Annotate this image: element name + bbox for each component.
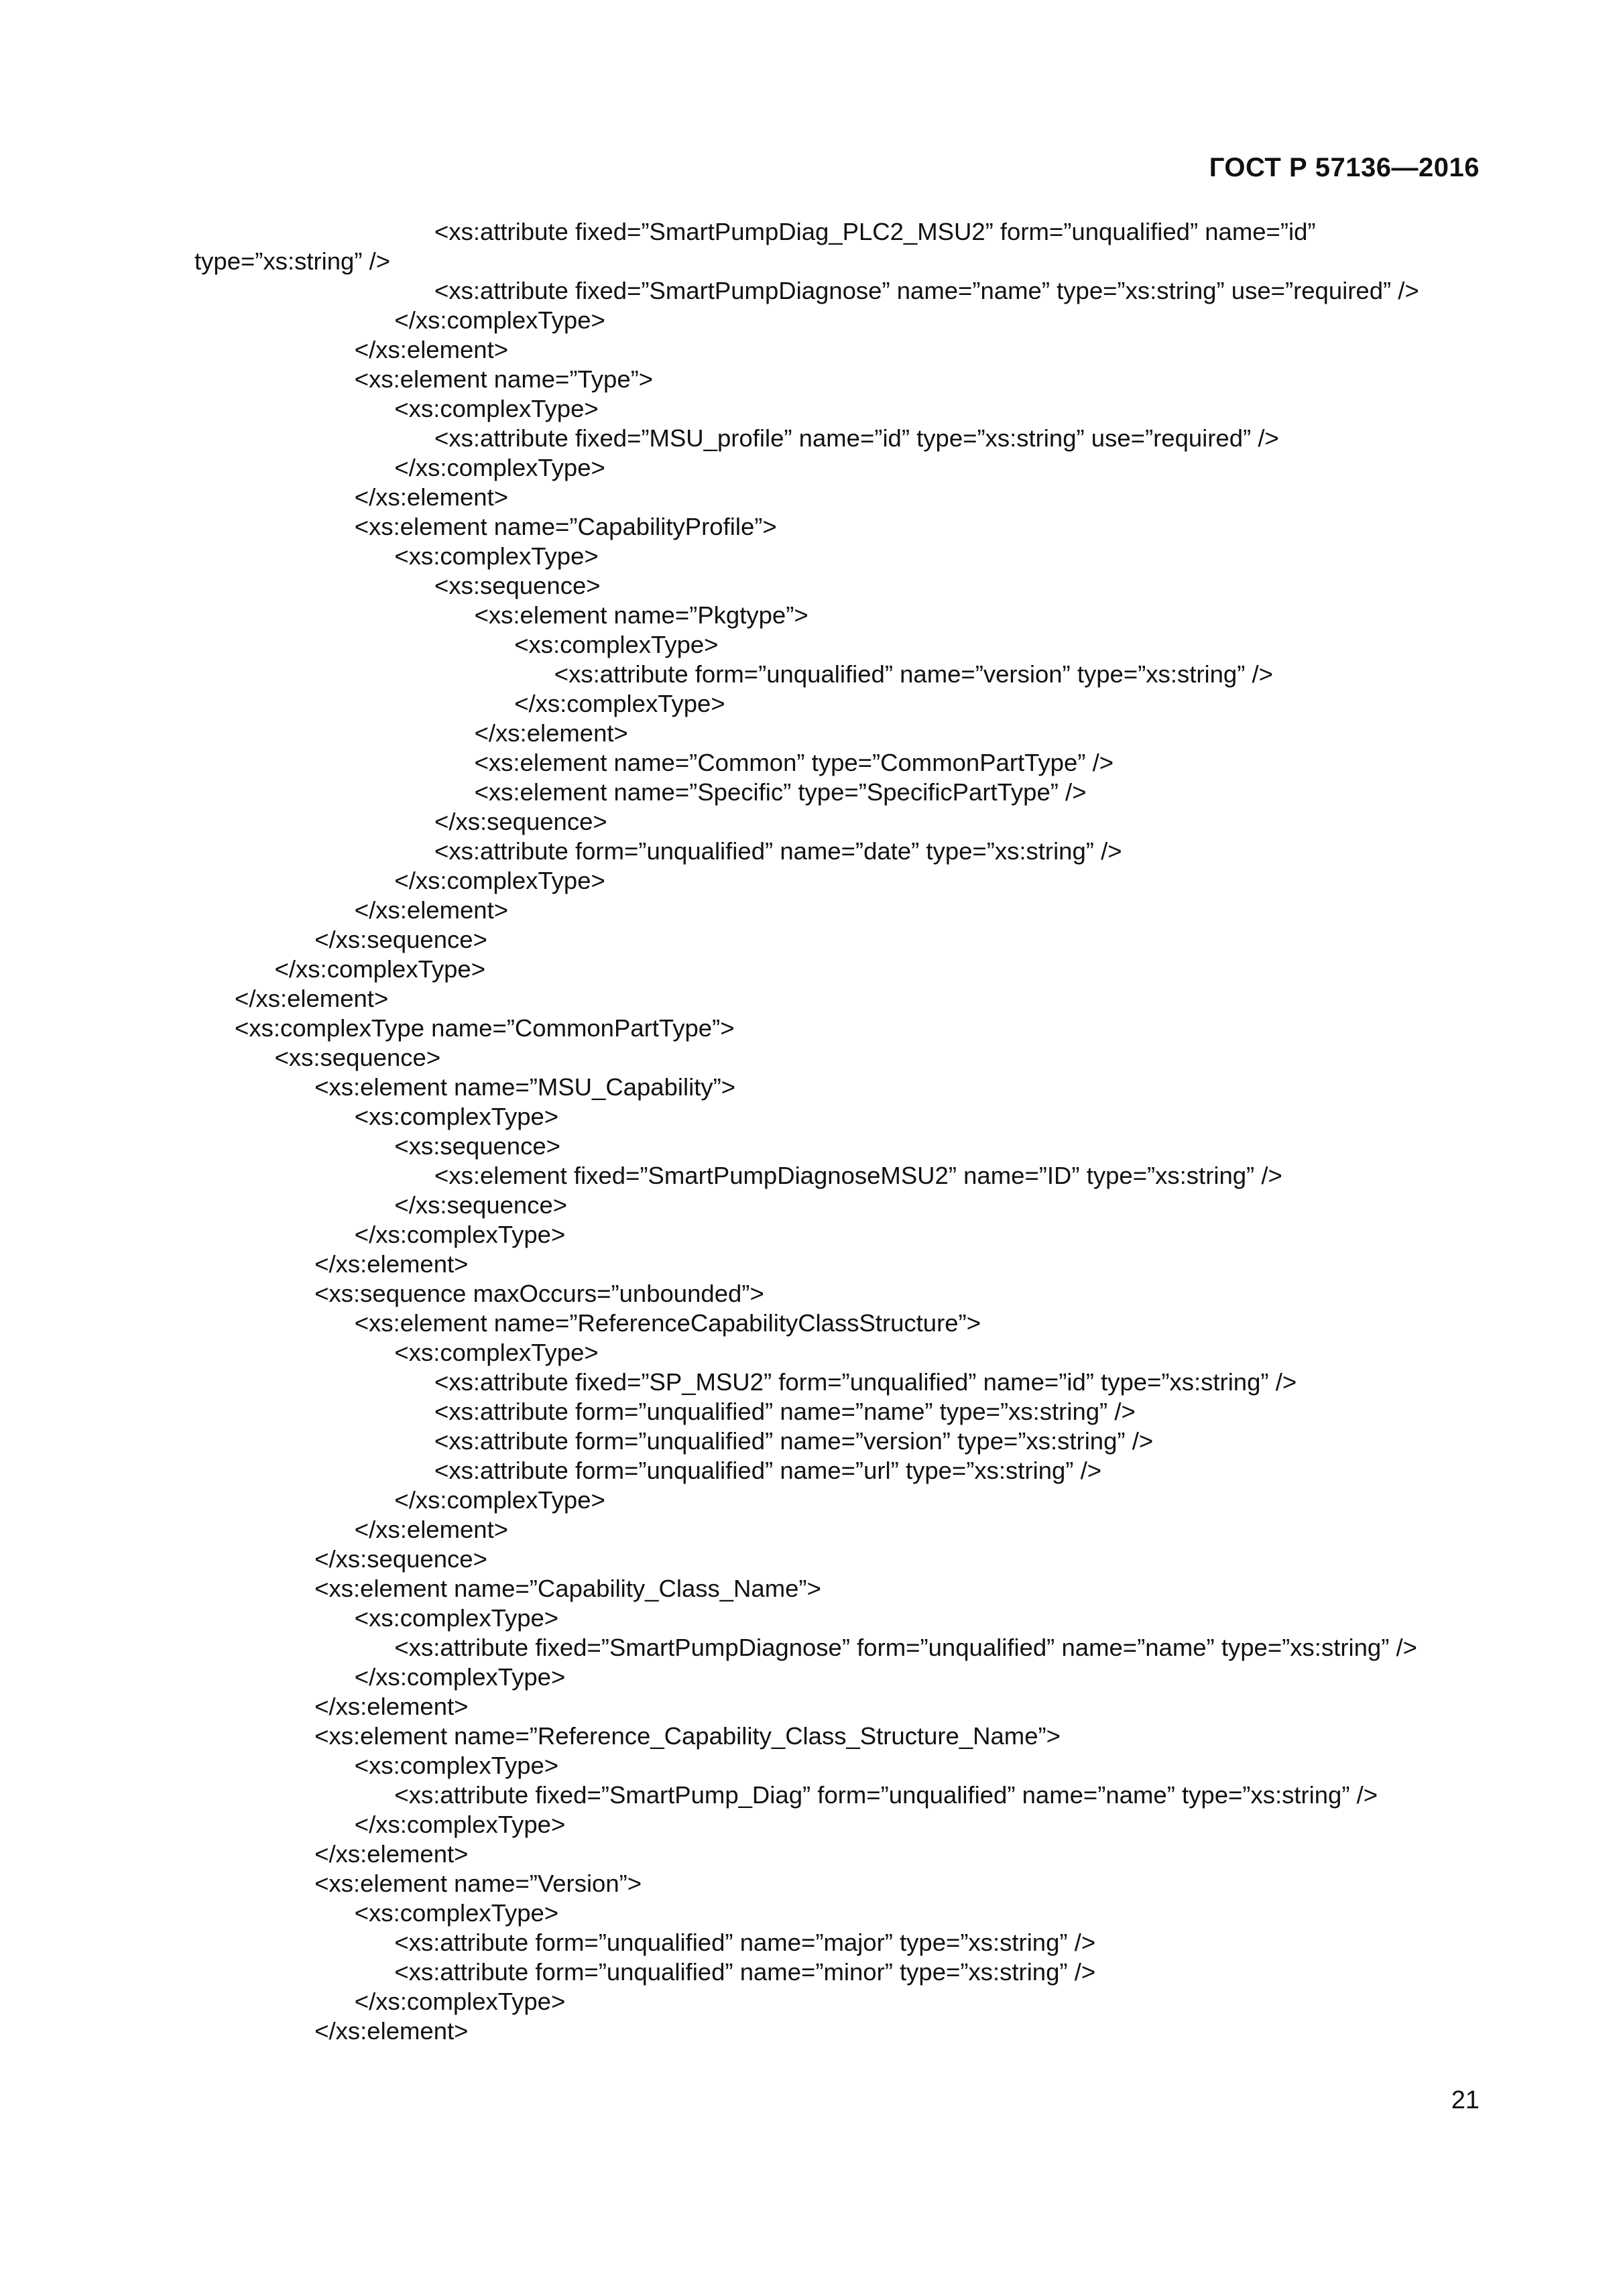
code-line: <xs:attribute form=”unqualified” name=”date” type=”xs:string” /> <box>434 837 1122 865</box>
code-line: <xs:complexType> <box>354 1103 559 1130</box>
code-line: <xs:element name=”Reference_Capability_Class_Structure_Name”> <box>314 1722 1061 1750</box>
code-line: </xs:element> <box>354 483 509 511</box>
code-line: </xs:sequence> <box>314 1545 487 1573</box>
code-line: <xs:element name=”Capability_Class_Name”> <box>314 1575 821 1602</box>
code-line: </xs:complexType> <box>394 306 605 334</box>
code-line: <xs:attribute form=”unqualified” name=”version” type=”xs:string” /> <box>554 660 1273 688</box>
code-line: <xs:element name=”Version”> <box>314 1870 642 1897</box>
code-line: </xs:sequence> <box>434 808 607 835</box>
code-line: </xs:complexType> <box>514 690 725 717</box>
code-line: <xs:attribute fixed=”SmartPumpDiag_PLC2_MSU2” form=”unqualified” name=”id” <box>434 218 1316 245</box>
code-line: <xs:element name=”MSU_Capability”> <box>314 1073 736 1101</box>
code-line: <xs:element name=”ReferenceCapabilityClassStructure”> <box>354 1309 981 1337</box>
code-line: </xs:element> <box>314 1250 469 1278</box>
code-line: </xs:complexType> <box>354 1663 566 1691</box>
code-line: <xs:attribute form=”unqualified” name=”name” type=”xs:string” /> <box>434 1398 1136 1425</box>
code-line: <xs:attribute fixed=”SmartPumpDiagnose” form=”unqualified” name=”name” type=”xs:string” /> <box>394 1634 1417 1661</box>
code-line: <xs:sequence> <box>394 1132 560 1160</box>
code-line: <xs:attribute fixed=”SmartPumpDiagnose” name=”name” type=”xs:string” use=”required” /> <box>434 277 1419 304</box>
code-line: </xs:complexType> <box>274 955 486 983</box>
code-line: </xs:complexType> <box>354 1221 566 1248</box>
code-line: <xs:complexType> <box>354 1604 559 1632</box>
code-line: <xs:element name=”Common” type=”CommonPartType” /> <box>474 749 1114 776</box>
code-line: <xs:element name=”CapabilityProfile”> <box>354 513 777 540</box>
document-standard-header: ГОСТ Р 57136—2016 <box>1209 153 1480 182</box>
code-line: <xs:sequence> <box>274 1044 441 1071</box>
xml-schema-listing <box>0 217 1623 2046</box>
code-line: <xs:element name=”Type”> <box>354 365 654 393</box>
code-line: </xs:element> <box>314 2017 469 2045</box>
code-line: </xs:element> <box>354 336 509 363</box>
code-line: <xs:element name=”Specific” type=”SpecificPartType” /> <box>474 778 1087 806</box>
code-line: </xs:complexType> <box>394 454 605 481</box>
code-line: <xs:attribute fixed=”SP_MSU2” form=”unqualified” name=”id” type=”xs:string” /> <box>434 1368 1297 1396</box>
code-line: </xs:element> <box>354 896 509 924</box>
code-line: <xs:sequence> <box>434 572 601 599</box>
code-line: <xs:attribute fixed=”SmartPump_Diag” form=”unqualified” name=”name” type=”xs:string” /> <box>394 1781 1378 1809</box>
code-line: </xs:complexType> <box>394 1486 605 1514</box>
code-line: <xs:complexType> <box>394 542 599 570</box>
code-line: </xs:complexType> <box>394 867 605 894</box>
code-line: <xs:element name=”Pkgtype”> <box>474 601 808 629</box>
code-line: </xs:sequence> <box>314 926 487 953</box>
page-number: 21 <box>1451 2086 1480 2114</box>
code-line: <xs:attribute fixed=”MSU_profile” name=”id” type=”xs:string” use=”required” /> <box>434 424 1279 452</box>
code-line: <xs:attribute form=”unqualified” name=”version” type=”xs:string” /> <box>434 1427 1154 1455</box>
code-line: </xs:element> <box>314 1693 469 1720</box>
code-line: </xs:element> <box>474 719 628 747</box>
code-line: </xs:sequence> <box>394 1191 568 1219</box>
code-line: <xs:complexType> <box>514 631 719 658</box>
code-line: <xs:complexType> <box>354 1899 559 1927</box>
code-line: type=”xs:string” /> <box>194 247 391 275</box>
code-line: </xs:element> <box>235 985 389 1012</box>
code-line: <xs:complexType name=”CommonPartType”> <box>235 1014 735 1042</box>
code-line: <xs:attribute form=”unqualified” name=”minor” type=”xs:string” /> <box>394 1958 1096 1986</box>
code-line: <xs:attribute form=”unqualified” name=”url” type=”xs:string” /> <box>434 1457 1102 1484</box>
code-line: <xs:sequence maxOccurs=”unbounded”> <box>314 1280 764 1307</box>
code-line: <xs:complexType> <box>354 1752 559 1779</box>
code-line: <xs:element fixed=”SmartPumpDiagnoseMSU2” name=”ID” type=”xs:string” /> <box>434 1162 1282 1189</box>
code-line: </xs:complexType> <box>354 1811 566 1838</box>
code-line: </xs:element> <box>354 1516 509 1543</box>
code-line: <xs:complexType> <box>394 1339 599 1366</box>
code-line: </xs:complexType> <box>354 1988 566 2015</box>
code-line: <xs:attribute form=”unqualified” name=”major” type=”xs:string” /> <box>394 1929 1096 1956</box>
code-line: </xs:element> <box>314 1840 469 1868</box>
code-line: <xs:complexType> <box>394 395 599 422</box>
